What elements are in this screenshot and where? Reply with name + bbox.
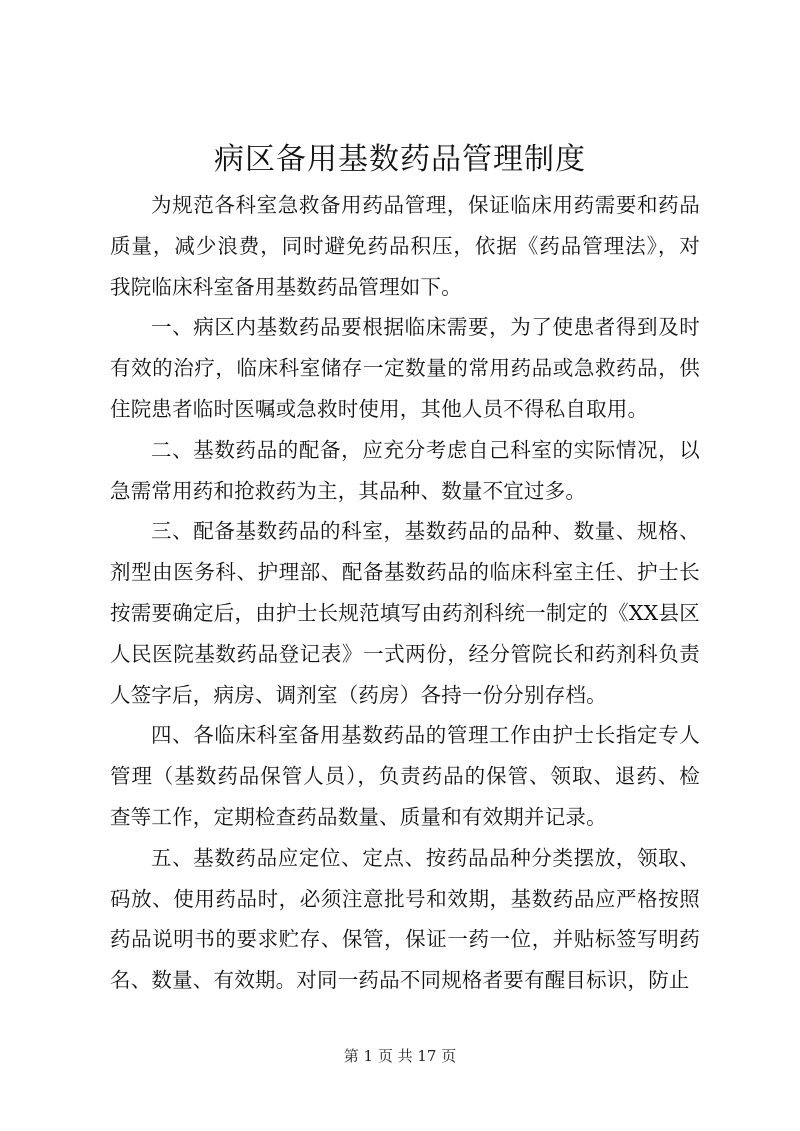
paragraph-intro: 为规范各科室急救备用药品管理，保证临床用药需要和药品质量，减少浪费，同时避免药品积压，依据《药品管理法》，对我院临床科室备用基数药品管理如下。: [110, 193, 700, 299]
paragraph-4: 四、各临床科室备用基数药品的管理工作由护士长指定专人管理（基数药品保管人员），负责药品的保管、领取、退药、检查等工作，定期检查药品数量、质量和有效期并记录。: [110, 723, 700, 829]
paragraph-2: 二、基数药品的配备，应充分考虑自己科室的实际情况，以急需常用药和抢救药为主，其品种、数量不宜过多。: [110, 437, 700, 503]
paragraph-5: 五、基数药品应定位、定点、按药品品种分类摆放，领取、码放、使用药品时，必须注意批号和效期，基数药品应严格按照药品说明书的要求贮存、保管，保证一药一位，并贴标签写明药名、数量、有效期。对同一药品不同规格者要有醒目标识，防止: [110, 845, 700, 993]
paragraph-1: 一、病区内基数药品要根据临床需要，为了使患者得到及时有效的治疗，临床科室储存一定数量的常用药品或急救药品，供住院患者临时医嘱或急救时使用，其他人员不得私自取用。: [110, 315, 700, 421]
document-title: 病区备用基数药品管理制度: [214, 142, 586, 177]
page-footer: 第 1 页 共 17 页: [343, 1047, 457, 1065]
document-body: [110, 185, 700, 1001]
paragraph-3: 三、配备基数药品的科室，基数药品的品种、数量、规格、剂型由医务科、护理部、配备基数药品的临床科室主任、护士长按需要确定后，由护士长规范填写由药剂科统一制定的《XX县区人民医院基数药品登记表》一式两份，经分管院长和药剂科负责人签字后，病房、调剂室（药房）各持一份分别存档。: [110, 519, 700, 707]
